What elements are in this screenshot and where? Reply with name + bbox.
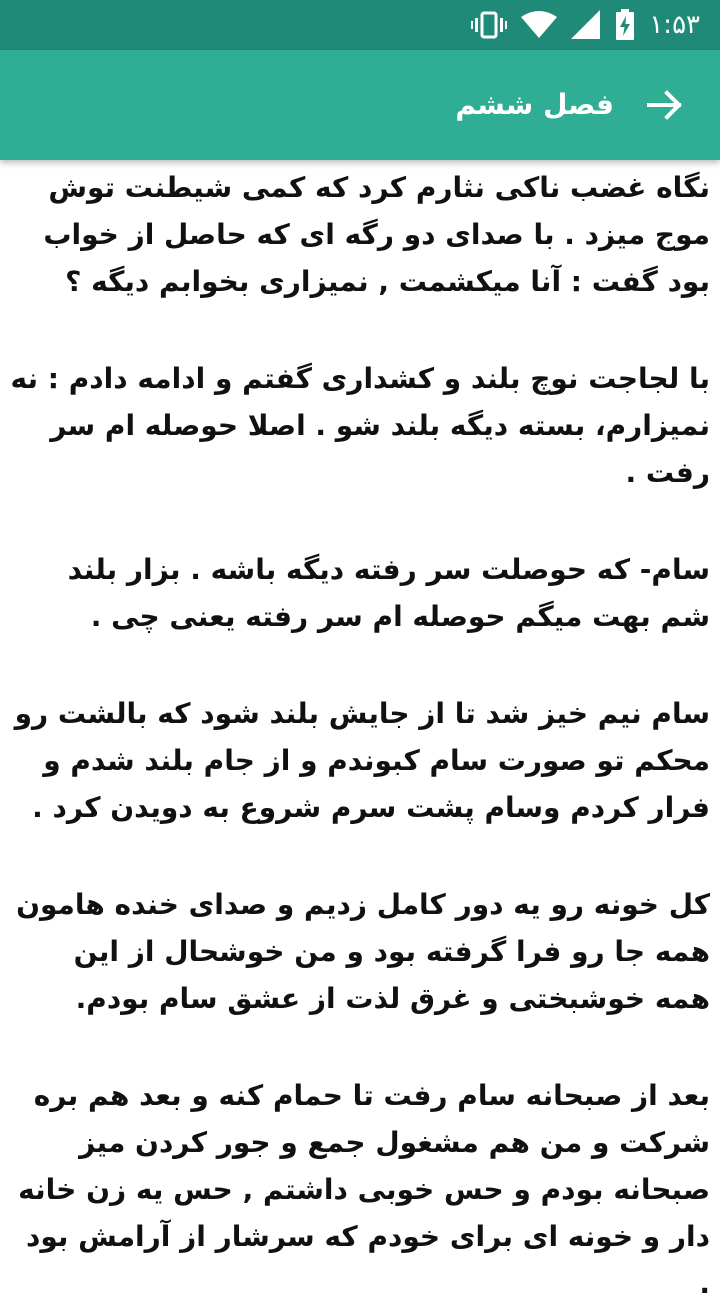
paragraph: با لجاجت نوچ بلند و کشداری گفتم و ادامه دادم : نه نمیزارم، بسته دیگه بلند شو . اصلا حوصله ام سر رفت . bbox=[10, 362, 710, 489]
battery-charging-icon bbox=[615, 9, 635, 41]
arrow-right-icon bbox=[647, 89, 683, 121]
paragraph: سام نیم خیز شد تا از جایش بلند شود که بالشت رو محکم تو صورت سام کبوندم و از جام بلند شدم و فرار کردم وسام پشت سرم شروع به دویدن کرد . bbox=[14, 697, 710, 824]
app-bar bbox=[0, 50, 720, 160]
vibrate-icon bbox=[471, 10, 507, 40]
status-icons bbox=[471, 0, 700, 50]
status-bar bbox=[0, 0, 720, 50]
paragraph: بعد از صبحانه سام رفت تا حمام کنه و بعد هم بره شرکت و من هم مشغول جمع و جور کردن میز صبحانه بودم و حس خوبی داشتم , حس یه زن خانه دار و خونه ای برای خودم که سرشار از آرامش بود . bbox=[18, 1079, 710, 1300]
paragraph: نگاه غضب ناکی نثارم کرد که کمی شیطنت توش موج میزد . با صدای دو رگه ای که حاصل از خواب بود گفت : آنا میکشمت , نمیزاری بخوابم دیگه ؟ bbox=[43, 171, 710, 298]
signal-icon bbox=[571, 10, 601, 40]
wifi-icon bbox=[521, 11, 557, 39]
chapter-content[interactable] bbox=[0, 160, 720, 1300]
back-button[interactable] bbox=[636, 76, 694, 134]
page-title: فصل ششم bbox=[455, 88, 614, 121]
paragraph: سام- که حوصلت سر رفته دیگه باشه . بزار بلند شم بهت میگم حوصله ام سر رفته یعنی چی . bbox=[67, 553, 710, 633]
paragraph: کل خونه رو یه دور کامل زدیم و صدای خنده هامون همه جا رو فرا گرفته بود و من خوشحال از این همه خوشبختی و غرق لذت از عشق سام بودم. bbox=[16, 888, 710, 1015]
status-clock: ۱:۵۳ bbox=[649, 10, 700, 40]
